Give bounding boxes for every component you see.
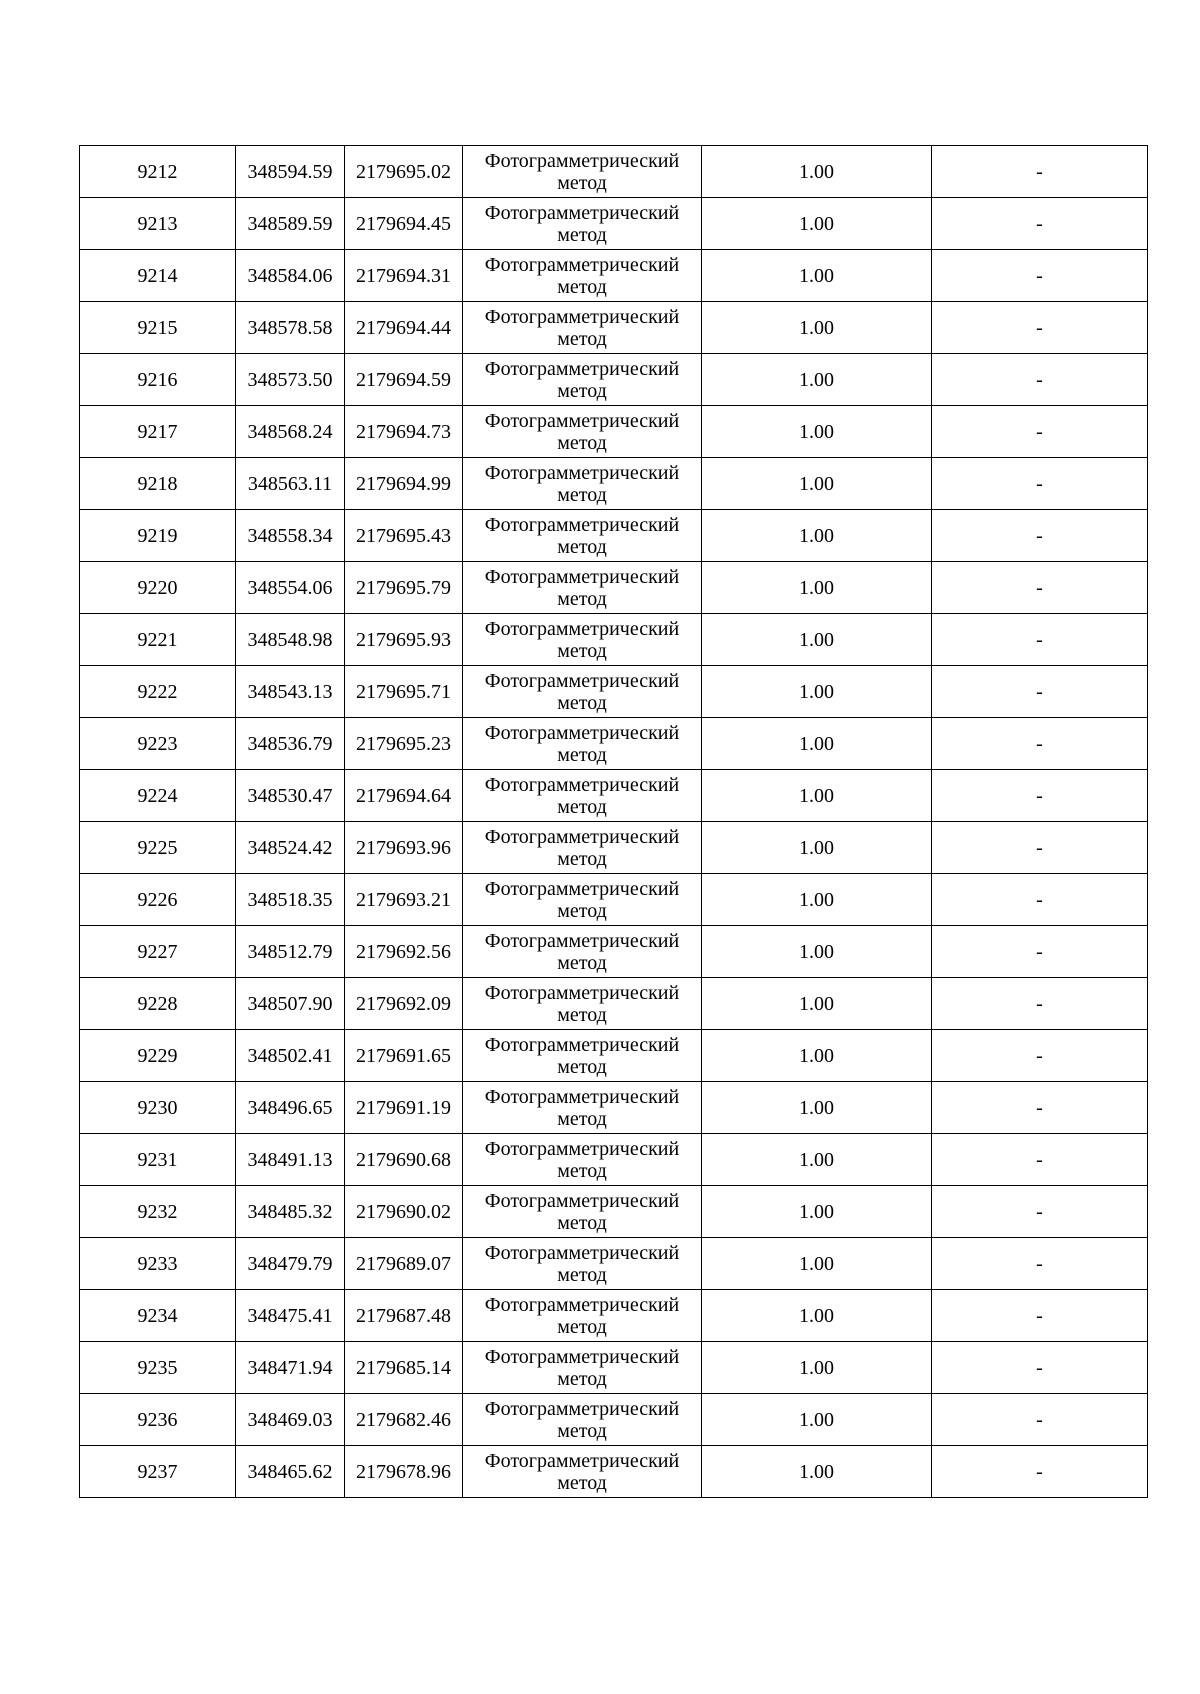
note-cell: -: [932, 1342, 1148, 1394]
point-number-cell: 9235: [80, 1342, 236, 1394]
method-line-2: метод: [557, 1263, 607, 1286]
x-coordinate-cell: 348589.59: [236, 198, 345, 250]
y-coordinate-cell: 2179695.71: [345, 666, 463, 718]
x-coordinate-cell: 348548.98: [236, 614, 345, 666]
point-number-cell: 9222: [80, 666, 236, 718]
x-coordinate-cell: 348568.24: [236, 406, 345, 458]
y-coordinate-cell: 2179694.44: [345, 302, 463, 354]
method-cell: [463, 1290, 702, 1342]
note-cell: -: [932, 874, 1148, 926]
method-cell: [463, 770, 702, 822]
note-cell: -: [932, 562, 1148, 614]
method-cell: [463, 302, 702, 354]
x-coordinate-cell: 348584.06: [236, 250, 345, 302]
table-row: [80, 1290, 1148, 1342]
method-line-2: метод: [557, 171, 607, 194]
accuracy-cell: 1.00: [702, 1082, 932, 1134]
note-cell: -: [932, 1030, 1148, 1082]
point-number-cell: 9230: [80, 1082, 236, 1134]
x-coordinate-cell: 348573.50: [236, 354, 345, 406]
point-number-cell: 9214: [80, 250, 236, 302]
method-line-1: Фотограмметрический: [484, 877, 680, 900]
method-line-1: Фотограмметрический: [484, 201, 680, 224]
point-number-cell: 9224: [80, 770, 236, 822]
y-coordinate-cell: 2179685.14: [345, 1342, 463, 1394]
method-line-1: Фотограмметрический: [484, 1189, 680, 1212]
method-cell: [463, 1186, 702, 1238]
table-row: [80, 1446, 1148, 1498]
table-row: [80, 1342, 1148, 1394]
table-row: [80, 406, 1148, 458]
note-cell: -: [932, 406, 1148, 458]
y-coordinate-cell: 2179692.56: [345, 926, 463, 978]
y-coordinate-cell: 2179678.96: [345, 1446, 463, 1498]
method-line-2: метод: [557, 899, 607, 922]
note-cell: -: [932, 978, 1148, 1030]
y-coordinate-cell: 2179694.45: [345, 198, 463, 250]
method-line-2: метод: [557, 1159, 607, 1182]
method-cell: [463, 822, 702, 874]
method-line-1: Фотограмметрический: [484, 565, 680, 588]
method-line-2: метод: [557, 1055, 607, 1078]
x-coordinate-cell: 348594.59: [236, 146, 345, 198]
y-coordinate-cell: 2179693.21: [345, 874, 463, 926]
x-coordinate-cell: 348507.90: [236, 978, 345, 1030]
method-line-1: Фотограмметрический: [484, 617, 680, 640]
table-row: [80, 562, 1148, 614]
note-cell: -: [932, 1238, 1148, 1290]
method-line-2: метод: [557, 1367, 607, 1390]
method-cell: [463, 718, 702, 770]
y-coordinate-cell: 2179693.96: [345, 822, 463, 874]
y-coordinate-cell: 2179692.09: [345, 978, 463, 1030]
y-coordinate-cell: 2179695.93: [345, 614, 463, 666]
x-coordinate-cell: 348512.79: [236, 926, 345, 978]
accuracy-cell: 1.00: [702, 458, 932, 510]
method-line-1: Фотограмметрический: [484, 1449, 680, 1472]
method-line-1: Фотограмметрический: [484, 1241, 680, 1264]
accuracy-cell: 1.00: [702, 614, 932, 666]
point-number-cell: 9217: [80, 406, 236, 458]
accuracy-cell: 1.00: [702, 146, 932, 198]
x-coordinate-cell: 348578.58: [236, 302, 345, 354]
method-cell: [463, 666, 702, 718]
table-row: [80, 510, 1148, 562]
method-cell: [463, 1238, 702, 1290]
note-cell: -: [932, 354, 1148, 406]
x-coordinate-cell: 348558.34: [236, 510, 345, 562]
note-cell: -: [932, 1394, 1148, 1446]
method-line-1: Фотограмметрический: [484, 1085, 680, 1108]
point-number-cell: 9228: [80, 978, 236, 1030]
method-line-2: метод: [557, 795, 607, 818]
table-row: [80, 1030, 1148, 1082]
y-coordinate-cell: 2179694.59: [345, 354, 463, 406]
note-cell: -: [932, 1082, 1148, 1134]
point-number-cell: 9234: [80, 1290, 236, 1342]
table-row: [80, 666, 1148, 718]
point-number-cell: 9236: [80, 1394, 236, 1446]
point-number-cell: 9219: [80, 510, 236, 562]
accuracy-cell: 1.00: [702, 770, 932, 822]
method-line-2: метод: [557, 847, 607, 870]
point-number-cell: 9226: [80, 874, 236, 926]
method-line-1: Фотограмметрический: [484, 981, 680, 1004]
accuracy-cell: 1.00: [702, 1342, 932, 1394]
accuracy-cell: 1.00: [702, 1446, 932, 1498]
accuracy-cell: 1.00: [702, 822, 932, 874]
method-cell: [463, 458, 702, 510]
accuracy-cell: 1.00: [702, 250, 932, 302]
method-cell: [463, 354, 702, 406]
method-line-1: Фотограмметрический: [484, 513, 680, 536]
x-coordinate-cell: 348536.79: [236, 718, 345, 770]
table-row: [80, 302, 1148, 354]
x-coordinate-cell: 348479.79: [236, 1238, 345, 1290]
y-coordinate-cell: 2179691.19: [345, 1082, 463, 1134]
method-cell: [463, 510, 702, 562]
point-number-cell: 9218: [80, 458, 236, 510]
table-row: [80, 1394, 1148, 1446]
method-cell: [463, 1082, 702, 1134]
method-line-2: метод: [557, 379, 607, 402]
note-cell: -: [932, 1446, 1148, 1498]
coordinates-table-body: [80, 146, 1148, 1498]
method-line-2: метод: [557, 535, 607, 558]
note-cell: -: [932, 718, 1148, 770]
x-coordinate-cell: 348465.62: [236, 1446, 345, 1498]
note-cell: -: [932, 458, 1148, 510]
method-line-1: Фотограмметрический: [484, 149, 680, 172]
method-line-2: метод: [557, 587, 607, 610]
method-cell: [463, 1030, 702, 1082]
method-cell: [463, 614, 702, 666]
method-line-1: Фотограмметрический: [484, 1137, 680, 1160]
table-row: [80, 770, 1148, 822]
method-cell: [463, 1342, 702, 1394]
accuracy-cell: 1.00: [702, 926, 932, 978]
point-number-cell: 9223: [80, 718, 236, 770]
x-coordinate-cell: 348485.32: [236, 1186, 345, 1238]
table-row: [80, 978, 1148, 1030]
point-number-cell: 9229: [80, 1030, 236, 1082]
point-number-cell: 9232: [80, 1186, 236, 1238]
accuracy-cell: 1.00: [702, 1394, 932, 1446]
method-cell: [463, 406, 702, 458]
note-cell: -: [932, 198, 1148, 250]
note-cell: -: [932, 666, 1148, 718]
point-number-cell: 9231: [80, 1134, 236, 1186]
method-line-2: метод: [557, 1315, 607, 1338]
point-number-cell: 9227: [80, 926, 236, 978]
y-coordinate-cell: 2179695.23: [345, 718, 463, 770]
table-row: [80, 458, 1148, 510]
y-coordinate-cell: 2179694.64: [345, 770, 463, 822]
table-row: [80, 822, 1148, 874]
method-line-2: метод: [557, 1107, 607, 1130]
method-line-1: Фотограмметрический: [484, 1033, 680, 1056]
method-cell: [463, 250, 702, 302]
method-line-1: Фотограмметрический: [484, 409, 680, 432]
method-cell: [463, 1134, 702, 1186]
method-line-2: метод: [557, 1003, 607, 1026]
method-cell: [463, 978, 702, 1030]
method-line-2: метод: [557, 743, 607, 766]
method-line-1: Фотограмметрический: [484, 669, 680, 692]
note-cell: -: [932, 510, 1148, 562]
point-number-cell: 9212: [80, 146, 236, 198]
accuracy-cell: 1.00: [702, 718, 932, 770]
method-cell: [463, 1394, 702, 1446]
accuracy-cell: 1.00: [702, 978, 932, 1030]
method-line-1: Фотограмметрический: [484, 825, 680, 848]
table-row: [80, 874, 1148, 926]
note-cell: -: [932, 250, 1148, 302]
accuracy-cell: 1.00: [702, 302, 932, 354]
accuracy-cell: 1.00: [702, 1030, 932, 1082]
table-row: [80, 1134, 1148, 1186]
method-line-2: метод: [557, 327, 607, 350]
table-row: [80, 926, 1148, 978]
note-cell: -: [932, 926, 1148, 978]
note-cell: -: [932, 614, 1148, 666]
accuracy-cell: 1.00: [702, 562, 932, 614]
y-coordinate-cell: 2179689.07: [345, 1238, 463, 1290]
y-coordinate-cell: 2179695.79: [345, 562, 463, 614]
note-cell: -: [932, 770, 1148, 822]
accuracy-cell: 1.00: [702, 874, 932, 926]
note-cell: -: [932, 1134, 1148, 1186]
y-coordinate-cell: 2179682.46: [345, 1394, 463, 1446]
point-number-cell: 9215: [80, 302, 236, 354]
y-coordinate-cell: 2179695.43: [345, 510, 463, 562]
method-line-2: метод: [557, 483, 607, 506]
document-page: [79, 145, 1147, 1498]
accuracy-cell: 1.00: [702, 1238, 932, 1290]
point-number-cell: 9216: [80, 354, 236, 406]
point-number-cell: 9213: [80, 198, 236, 250]
y-coordinate-cell: 2179691.65: [345, 1030, 463, 1082]
coordinates-table: [79, 145, 1148, 1498]
method-line-2: метод: [557, 1211, 607, 1234]
accuracy-cell: 1.00: [702, 354, 932, 406]
accuracy-cell: 1.00: [702, 1186, 932, 1238]
x-coordinate-cell: 348554.06: [236, 562, 345, 614]
method-line-2: метод: [557, 1471, 607, 1494]
method-line-1: Фотограмметрический: [484, 721, 680, 744]
note-cell: -: [932, 302, 1148, 354]
method-line-2: метод: [557, 275, 607, 298]
accuracy-cell: 1.00: [702, 406, 932, 458]
method-line-2: метод: [557, 223, 607, 246]
table-row: [80, 718, 1148, 770]
y-coordinate-cell: 2179694.31: [345, 250, 463, 302]
x-coordinate-cell: 348563.11: [236, 458, 345, 510]
note-cell: -: [932, 1186, 1148, 1238]
accuracy-cell: 1.00: [702, 198, 932, 250]
point-number-cell: 9220: [80, 562, 236, 614]
table-row: [80, 1082, 1148, 1134]
method-line-1: Фотограмметрический: [484, 929, 680, 952]
x-coordinate-cell: 348475.41: [236, 1290, 345, 1342]
y-coordinate-cell: 2179687.48: [345, 1290, 463, 1342]
method-cell: [463, 146, 702, 198]
x-coordinate-cell: 348471.94: [236, 1342, 345, 1394]
point-number-cell: 9237: [80, 1446, 236, 1498]
accuracy-cell: 1.00: [702, 666, 932, 718]
method-line-1: Фотограмметрический: [484, 773, 680, 796]
method-line-1: Фотограмметрический: [484, 253, 680, 276]
method-cell: [463, 874, 702, 926]
y-coordinate-cell: 2179694.99: [345, 458, 463, 510]
x-coordinate-cell: 348543.13: [236, 666, 345, 718]
accuracy-cell: 1.00: [702, 1134, 932, 1186]
method-line-1: Фотограмметрический: [484, 305, 680, 328]
accuracy-cell: 1.00: [702, 1290, 932, 1342]
method-cell: [463, 562, 702, 614]
point-number-cell: 9233: [80, 1238, 236, 1290]
table-row: [80, 614, 1148, 666]
point-number-cell: 9221: [80, 614, 236, 666]
method-line-2: метод: [557, 639, 607, 662]
method-line-1: Фотограмметрический: [484, 1293, 680, 1316]
method-line-1: Фотограмметрический: [484, 461, 680, 484]
method-line-2: метод: [557, 1419, 607, 1442]
accuracy-cell: 1.00: [702, 510, 932, 562]
y-coordinate-cell: 2179690.02: [345, 1186, 463, 1238]
x-coordinate-cell: 348530.47: [236, 770, 345, 822]
method-line-1: Фотограмметрический: [484, 357, 680, 380]
table-row: [80, 354, 1148, 406]
method-line-2: метод: [557, 951, 607, 974]
note-cell: -: [932, 146, 1148, 198]
table-row: [80, 1238, 1148, 1290]
method-cell: [463, 1446, 702, 1498]
table-row: [80, 146, 1148, 198]
x-coordinate-cell: 348502.41: [236, 1030, 345, 1082]
method-cell: [463, 926, 702, 978]
method-cell: [463, 198, 702, 250]
method-line-1: Фотограмметрический: [484, 1397, 680, 1420]
table-row: [80, 250, 1148, 302]
y-coordinate-cell: 2179690.68: [345, 1134, 463, 1186]
note-cell: -: [932, 822, 1148, 874]
x-coordinate-cell: 348524.42: [236, 822, 345, 874]
y-coordinate-cell: 2179694.73: [345, 406, 463, 458]
point-number-cell: 9225: [80, 822, 236, 874]
y-coordinate-cell: 2179695.02: [345, 146, 463, 198]
table-row: [80, 1186, 1148, 1238]
table-row: [80, 198, 1148, 250]
note-cell: -: [932, 1290, 1148, 1342]
method-line-2: метод: [557, 691, 607, 714]
x-coordinate-cell: 348491.13: [236, 1134, 345, 1186]
x-coordinate-cell: 348469.03: [236, 1394, 345, 1446]
method-line-1: Фотограмметрический: [484, 1345, 680, 1368]
x-coordinate-cell: 348518.35: [236, 874, 345, 926]
x-coordinate-cell: 348496.65: [236, 1082, 345, 1134]
method-line-2: метод: [557, 431, 607, 454]
